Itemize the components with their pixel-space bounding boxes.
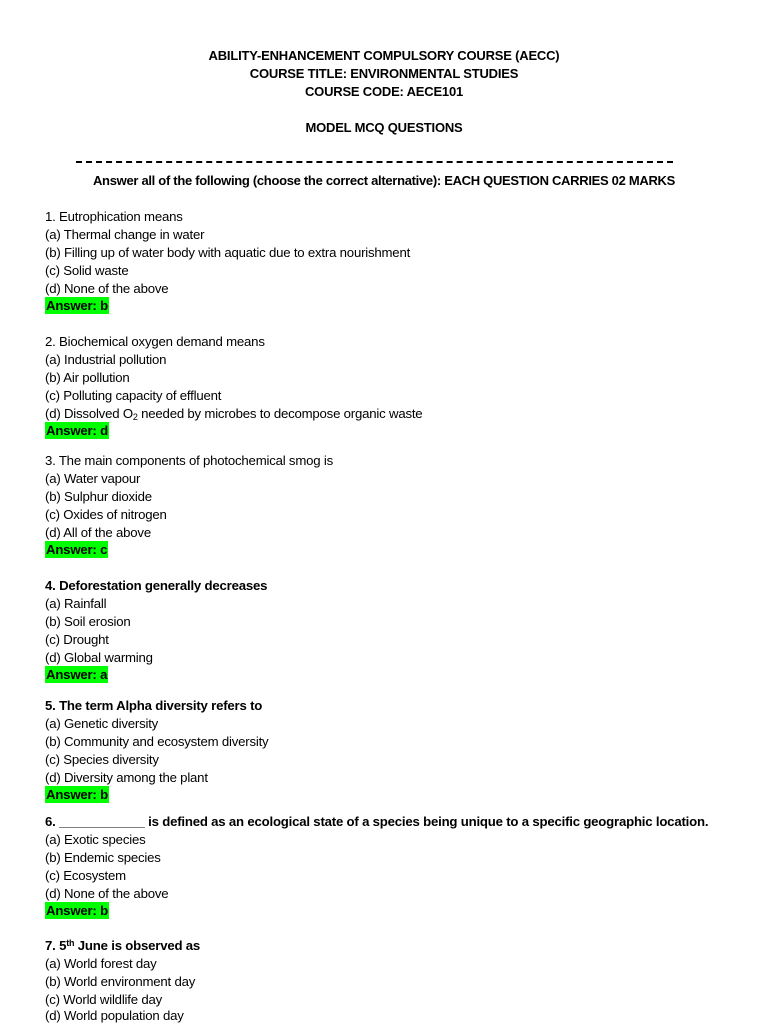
q3-option-a: (a) Water vapour — [45, 471, 141, 486]
q5-option-d: (d) Diversity among the plant — [45, 770, 208, 785]
q5-answer: Answer: b — [46, 787, 108, 802]
q3-option-d: (d) All of the above — [45, 525, 151, 540]
q2-option-c: (c) Polluting capacity of effluent — [45, 388, 222, 403]
q4-option-c: (c) Drought — [45, 632, 109, 647]
q5-option-b: (b) Community and ecosystem diversity — [45, 734, 269, 749]
q7-text-post: June is observed as — [74, 938, 201, 953]
q4-option-b: (b) Soil erosion — [45, 614, 131, 629]
q5-number: 5. — [45, 698, 56, 713]
q6-number: 6. — [45, 814, 56, 829]
q5-text: The term Alpha diversity refers to — [55, 698, 263, 713]
q6-option-c: (c) Ecosystem — [45, 868, 126, 883]
q7-option-c: (c) World wildlife day — [45, 992, 163, 1007]
q6-option-b: (b) Endemic species — [45, 850, 161, 865]
q3-option-c: (c) Oxides of nitrogen — [45, 507, 167, 522]
q5-option-c: (c) Species diversity — [45, 752, 159, 767]
dashed-divider — [76, 161, 673, 163]
q7-superscript: th — [66, 938, 75, 948]
q4-answer: Answer: a — [46, 667, 108, 682]
course-title-heading: COURSE TITLE: ENVIRONMENTAL STUDIES — [249, 66, 519, 81]
question-2: 2. Biochemical oxygen demand means — [45, 334, 265, 349]
q7-option-b: (b) World environment day — [45, 974, 196, 989]
q1-option-a: (a) Thermal change in water — [45, 227, 205, 242]
question-4 — [45, 577, 267, 594]
question-1: 1. Eutrophication means — [45, 209, 183, 224]
instructions: Answer all of the following (choose the correct alternative): EACH QUESTION CARRIES 02 MARKS — [92, 173, 676, 188]
q3-option-b: (b) Sulphur dioxide — [45, 489, 152, 504]
q1-option-c: (c) Solid waste — [45, 263, 129, 278]
q6-text: ____________ is defined as an ecological state of a species being unique to a specific geographic location. — [55, 814, 709, 829]
course-code-heading: COURSE CODE: AECE101 — [304, 84, 464, 99]
q6-answer: Answer: b — [46, 903, 108, 918]
q7-number: 7. — [45, 938, 56, 953]
q6-option-a: (a) Exotic species — [45, 832, 146, 847]
question-6 — [45, 813, 708, 830]
q2-option-b: (b) Air pollution — [45, 370, 130, 385]
q4-option-d: (d) Global warming — [45, 650, 153, 665]
question-7 — [45, 937, 200, 954]
q6-option-d: (d) None of the above — [45, 886, 169, 901]
q2-option-d-subscript: 2 — [132, 412, 138, 422]
q2-answer: Answer: d — [46, 423, 108, 438]
question-5 — [45, 697, 262, 714]
q4-option-a: (a) Rainfall — [45, 596, 107, 611]
q1-answer: Answer: b — [46, 298, 108, 313]
q1-option-b: (b) Filling up of water body with aquatic due to extra nourishment — [45, 245, 411, 260]
q3-answer: Answer: c — [46, 542, 108, 557]
q7-option-a: (a) World forest day — [45, 956, 157, 971]
document-subtitle: MODEL MCQ QUESTIONS — [305, 120, 463, 135]
question-3: 3. The main components of photochemical smog is — [45, 453, 333, 468]
q7-text-pre: 5 — [55, 938, 67, 953]
course-type-heading: ABILITY-ENHANCEMENT COMPULSORY COURSE (AECC) — [208, 48, 560, 63]
q2-option-d-suffix: needed by microbes to decompose organic waste — [137, 406, 423, 421]
q4-number: 4. — [45, 578, 56, 593]
q2-option-a: (a) Industrial pollution — [45, 352, 167, 367]
q5-option-a: (a) Genetic diversity — [45, 716, 159, 731]
q4-text: Deforestation generally decreases — [55, 578, 268, 593]
q2-option-d-prefix: (d) Dissolved O — [45, 406, 133, 421]
q1-option-d: (d) None of the above — [45, 281, 169, 296]
q7-option-d: (d) World population day — [45, 1008, 184, 1023]
